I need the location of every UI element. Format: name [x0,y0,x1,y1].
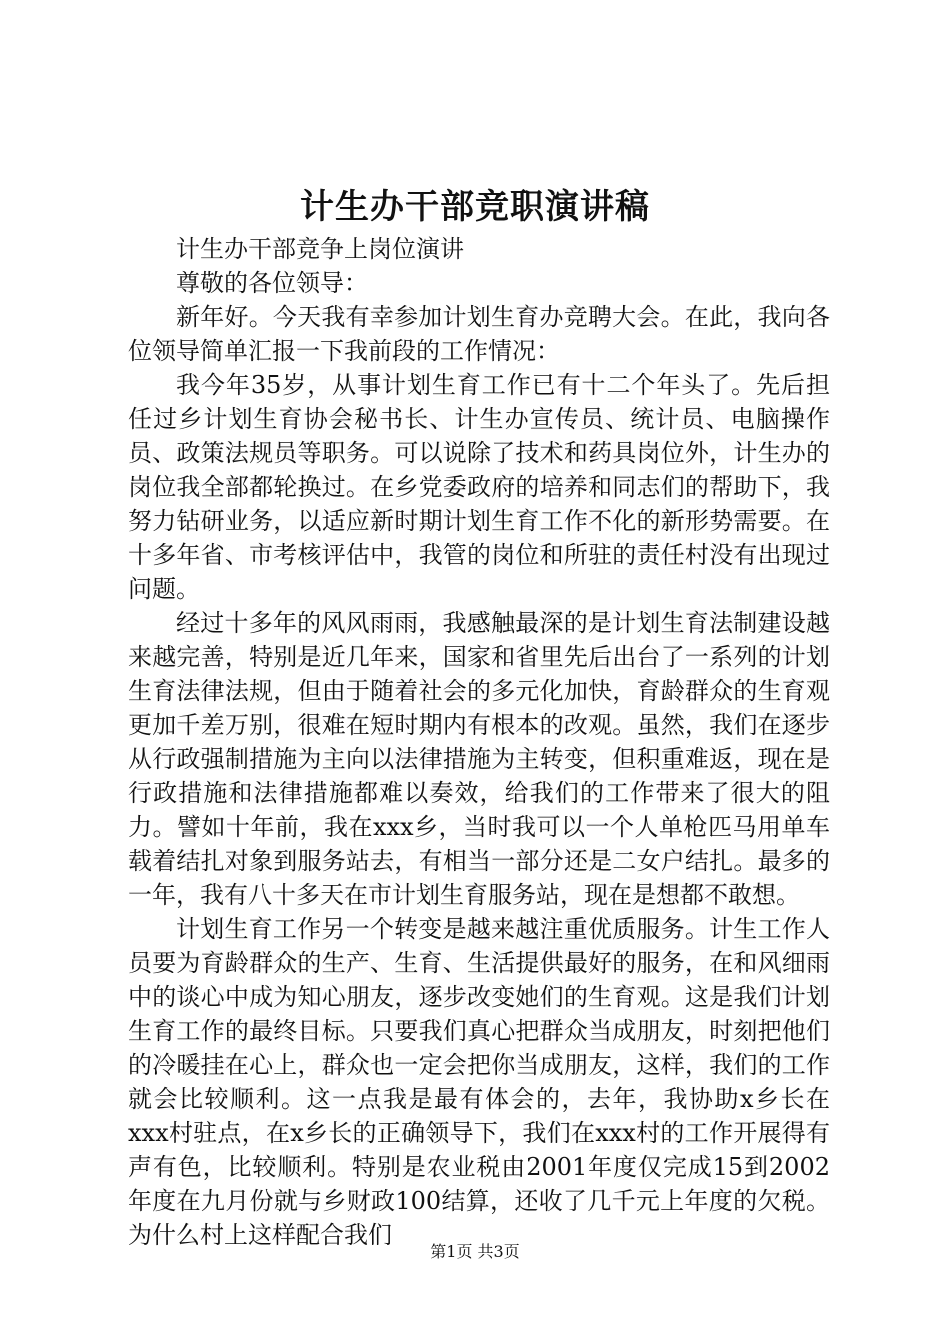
page-footer: 第1页 共3页 [430,1242,520,1261]
subtitle-paragraph: 计生办干部竞争上岗位演讲 [176,235,464,263]
body-paragraph: 经过十多年的风风雨雨，我感触最深的是计划生育法制建设越来越完善，特别是近几年来，国家和省里先后出台了一系列的计划生育法律法规，但由于随着社会的多元化加快，育龄群众的生育观更加千差万别，很难在短时期内有根本的改观。虽然，我们在逐步从行政强制措施为主向以法律措施为主转变，但积重难返，现在是行政措施和法律措施都难以奏效，给我们的工作带来了很大的阻力。譬如十年前，我在xxx乡，当时我可以一个人单枪匹马用单车载着结扎对象到服务站去，有相当一部分还是二女户结扎。最多的一年，我有八十多天在市计划生育服务站，现在是想都不敢想。 [128,609,830,909]
document-title: 计生办干部竞职演讲稿 [300,187,650,227]
salutation-paragraph: 尊敬的各位领导： [176,269,368,297]
document-body [128,232,830,1252]
body-paragraph: 我今年35岁，从事计划生育工作已有十二个年头了。先后担任过乡计划生育协会秘书长、计生办宣传员、统计员、电脑操作员、政策法规员等职务。可以说除了技术和药具岗位外，计生办的岗位我全部都轮换过。在乡党委政府的培养和同志们的帮助下，我努力钻研业务，以适应新时期计划生育工作不化的新形势需要。在十多年省、市考核评估中，我管的岗位和所驻的责任村没有出现过问题。 [128,371,830,603]
body-paragraph: 计划生育工作另一个转变是越来越注重优质服务。计生工作人员要为育龄群众的生产、生育、生活提供最好的服务，在和风细雨中的谈心中成为知心朋友，逐步改变她们的生育观。这是我们计划生育工作的最终目标。只要我们真心把群众当成朋友，时刻把他们的冷暖挂在心上，群众也一定会把你当成朋友，这样，我们的工作就会比较顺利。这一点我是最有体会的，去年，我协助x乡长在xxx村驻点，在x乡长的正确领导下，我们在xxx村的工作开展得有声有色，比较顺利。特别是农业税由2001年度仅完成15到2002年度在九月份就与乡财政100结算，还收了几千元上年度的欠税。为什么村上这样配合我们 [128,915,830,1249]
body-paragraph: 新年好。今天我有幸参加计划生育办竞聘大会。在此，我向各位领导简单汇报一下我前段的工作情况： [128,303,830,365]
